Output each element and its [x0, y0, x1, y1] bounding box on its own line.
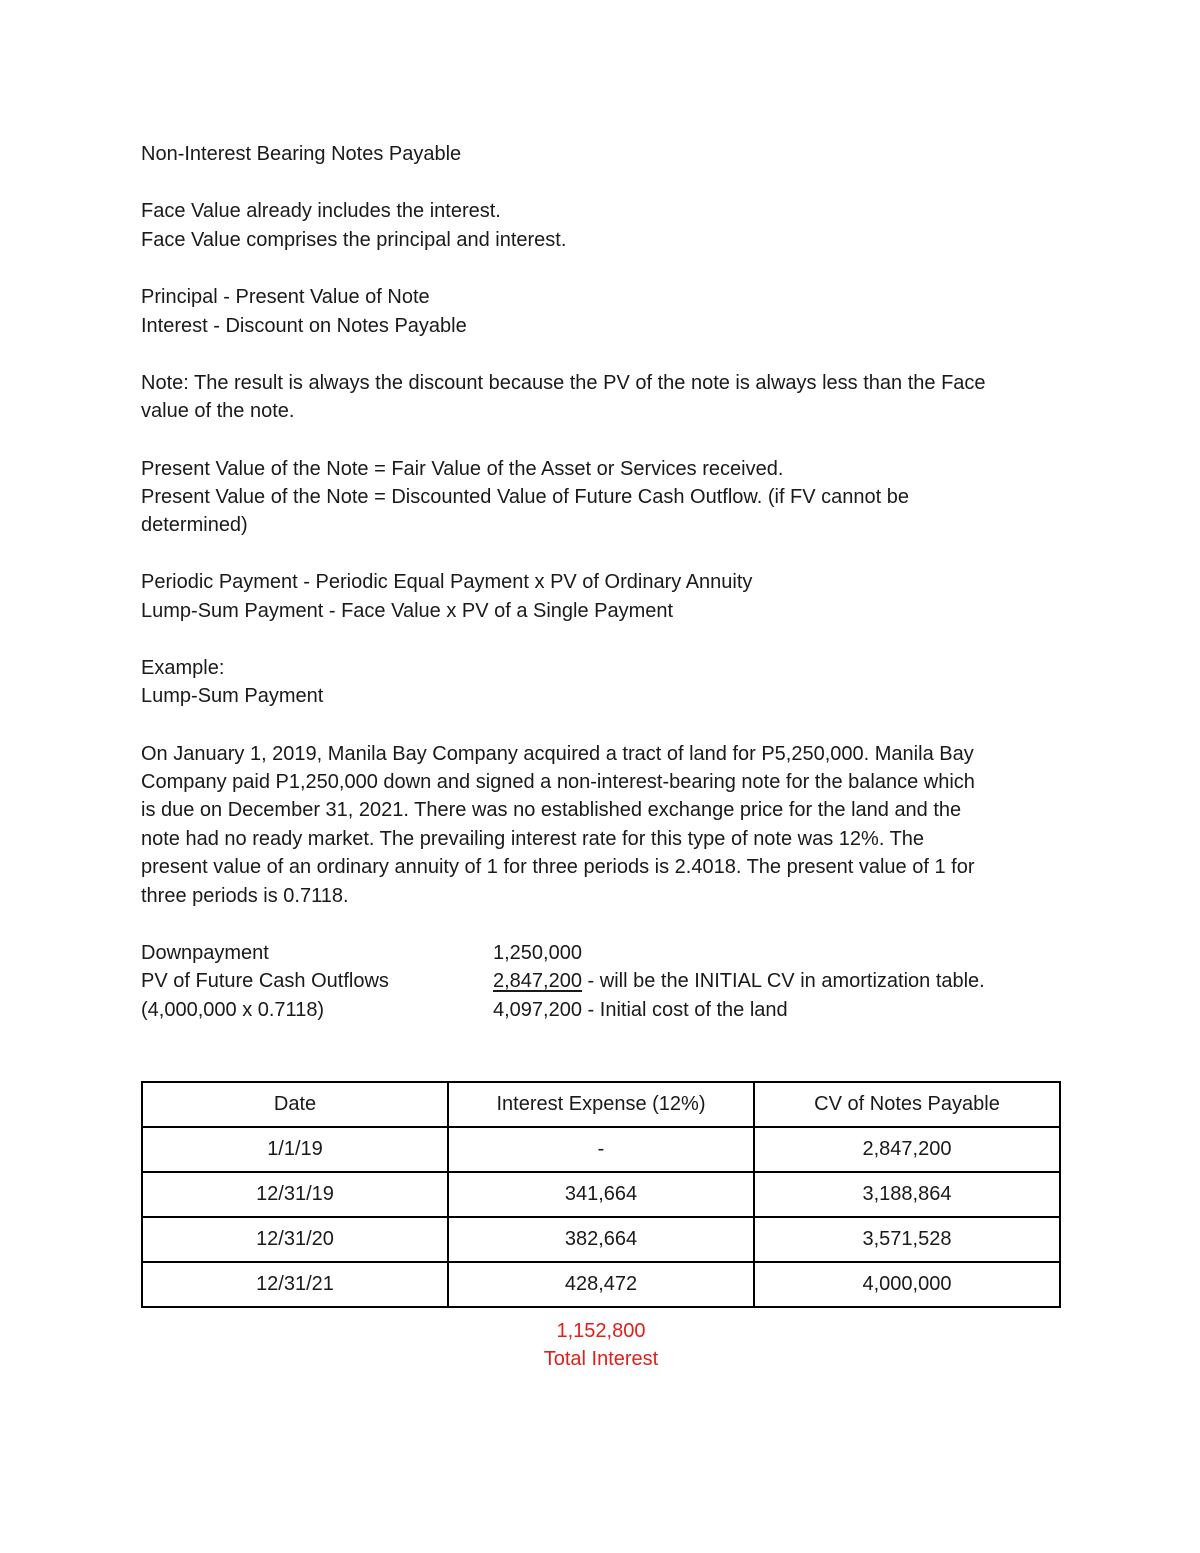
cell-cv: 4,000,000 — [754, 1262, 1060, 1307]
cell-date: 12/31/19 — [142, 1172, 448, 1217]
cell-date: 1/1/19 — [142, 1127, 448, 1172]
pv-cash-outflows-value: 2,847,200 — [493, 970, 582, 992]
land-cost-row — [493, 996, 788, 1024]
face-value-line-2: Face Value comprises the principal and interest. — [141, 229, 567, 251]
land-cost-note: - Initial cost of the land — [581, 999, 788, 1021]
face-value-line-1: Face Value already includes the interest. — [141, 200, 501, 222]
land-cost-value: 4,097,200 — [493, 999, 582, 1021]
problem-line-6: three periods is 0.7118. — [141, 885, 349, 907]
note-line-1: Note: The result is always the discount because the PV of the note is always less than the Face — [141, 372, 986, 394]
cell-date: 12/31/21 — [142, 1262, 448, 1307]
downpayment-label: Downpayment — [141, 942, 269, 964]
pv-formula-label: (4,000,000 x 0.7118) — [141, 999, 325, 1021]
problem-line-2: Company paid P1,250,000 down and signed a non-interest-bearing note for the balance which — [141, 771, 975, 793]
definition-interest: Interest - Discount on Notes Payable — [141, 315, 467, 337]
problem-line-5: present value of an ordinary annuity of 1 for three periods is 2.4018. The present value of 1 for — [141, 856, 975, 878]
table-row — [142, 1217, 1060, 1262]
definition-principal: Principal - Present Value of Note — [141, 286, 430, 308]
table-row — [142, 1262, 1060, 1307]
pv-line-1: Present Value of the Note = Fair Value of the Asset or Services received. — [141, 458, 784, 480]
cell-date: 12/31/20 — [142, 1217, 448, 1262]
header-interest-expense: Interest Expense (12%) — [448, 1082, 754, 1127]
problem-line-3: is due on December 31, 2021. There was no established exchange price for the land and the — [141, 799, 962, 821]
note-line-2: value of the note. — [141, 400, 295, 422]
document-title: Non-Interest Bearing Notes Payable — [141, 143, 462, 165]
pv-line-3: determined) — [141, 514, 248, 536]
cell-cv: 2,847,200 — [754, 1127, 1060, 1172]
table-row — [142, 1172, 1060, 1217]
example-type: Lump-Sum Payment — [141, 685, 324, 707]
cell-interest: 428,472 — [448, 1262, 754, 1307]
problem-line-1: On January 1, 2019, Manila Bay Company acquired a tract of land for P5,250,000. Manila Bay — [141, 743, 974, 765]
amortization-table — [141, 1081, 1061, 1308]
total-interest-value: 1,152,800 — [556, 1320, 646, 1342]
pv-line-2: Present Value of the Note = Discounted Value of Future Cash Outflow. (if FV cannot be — [141, 486, 910, 508]
problem-line-4: note had no ready market. The prevailing interest rate for this type of note was 12%. The — [141, 828, 925, 850]
cell-interest: - — [448, 1127, 754, 1172]
total-interest-label: Total Interest — [543, 1348, 659, 1370]
cell-cv: 3,571,528 — [754, 1217, 1060, 1262]
cell-cv: 3,188,864 — [754, 1172, 1060, 1217]
example-label: Example: — [141, 657, 225, 679]
payment-line-periodic: Periodic Payment - Periodic Equal Payment x PV of Ordinary Annuity — [141, 571, 753, 593]
header-cv-notes-payable: CV of Notes Payable — [754, 1082, 1060, 1127]
cell-interest: 341,664 — [448, 1172, 754, 1217]
table-row — [142, 1127, 1060, 1172]
cell-interest: 382,664 — [448, 1217, 754, 1262]
payment-line-lump-sum: Lump-Sum Payment - Face Value x PV of a Single Payment — [141, 600, 674, 622]
pv-cash-outflows-label: PV of Future Cash Outflows — [141, 970, 389, 992]
table-header-row — [142, 1082, 1060, 1127]
header-date: Date — [142, 1082, 448, 1127]
pv-cash-outflows-row — [493, 967, 985, 995]
pv-cash-outflows-note: - will be the INITIAL CV in amortization table. — [581, 970, 985, 992]
downpayment-value: 1,250,000 — [493, 942, 582, 964]
